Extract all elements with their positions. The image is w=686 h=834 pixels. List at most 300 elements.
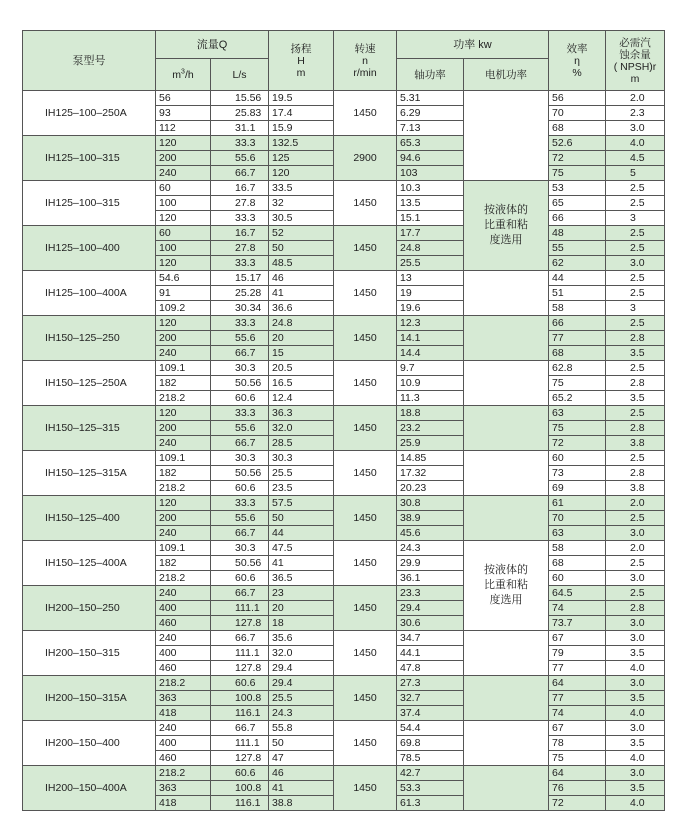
npsh-cell: 2.3	[606, 106, 665, 121]
flow-ls-cell: 60.6	[211, 571, 269, 586]
npsh-cell: 2.5	[606, 556, 665, 571]
head-cell: 38.8	[269, 796, 334, 811]
flow-m3h-cell: 56	[156, 91, 211, 106]
efficiency-cell: 73.7	[549, 616, 606, 631]
table-row	[23, 766, 665, 781]
efficiency-cell: 66	[549, 211, 606, 226]
shaft-power-cell: 5.31	[397, 91, 464, 106]
header-head: 扬程 H m	[269, 31, 334, 91]
motor-power-cell	[464, 496, 549, 541]
motor-power-note: 按液体的	[484, 204, 528, 216]
shaft-power-cell: 36.1	[397, 571, 464, 586]
npsh-cell: 3.5	[606, 691, 665, 706]
shaft-power-cell: 12.3	[397, 316, 464, 331]
head-cell: 36.6	[269, 301, 334, 316]
motor-power-cell	[464, 181, 549, 271]
npsh-cell: 3.8	[606, 481, 665, 496]
head-cell: 33.5	[269, 181, 334, 196]
flow-m3h-cell: 120	[156, 496, 211, 511]
head-cell: 52	[269, 226, 334, 241]
efficiency-cell: 44	[549, 271, 606, 286]
shaft-power-cell: 61.3	[397, 796, 464, 811]
efficiency-cell: 74	[549, 706, 606, 721]
shaft-power-cell: 30.8	[397, 496, 464, 511]
efficiency-cell: 75	[549, 421, 606, 436]
shaft-power-cell: 13.5	[397, 196, 464, 211]
pump-model-cell: IH150–125–400A	[23, 541, 156, 586]
efficiency-cell: 61	[549, 496, 606, 511]
flow-m3h-cell: 400	[156, 646, 211, 661]
head-cell: 19.5	[269, 91, 334, 106]
head-cell: 36.3	[269, 406, 334, 421]
npsh-cell: 4.0	[606, 796, 665, 811]
shaft-power-cell: 29.4	[397, 601, 464, 616]
motor-power-cell	[464, 316, 549, 361]
efficiency-cell: 76	[549, 781, 606, 796]
npsh-cell: 2.5	[606, 361, 665, 376]
flow-m3h-cell: 218.2	[156, 676, 211, 691]
table-header	[23, 31, 665, 91]
flow-m3h-cell: 240	[156, 631, 211, 646]
shaft-power-cell: 18.8	[397, 406, 464, 421]
table-row	[23, 91, 665, 106]
flow-ls-cell: 30.34	[211, 301, 269, 316]
efficiency-cell: 51	[549, 286, 606, 301]
efficiency-cell: 77	[549, 661, 606, 676]
pump-model-cell: IH150–125–315	[23, 406, 156, 451]
efficiency-cell: 56	[549, 91, 606, 106]
head-cell: 120	[269, 166, 334, 181]
npsh-cell: 3.0	[606, 526, 665, 541]
head-cell: 50	[269, 736, 334, 751]
npsh-cell: 4.0	[606, 706, 665, 721]
flow-m3h-cell: 60	[156, 226, 211, 241]
npsh-cell: 4.0	[606, 751, 665, 766]
efficiency-cell: 67	[549, 721, 606, 736]
head-cell: 50	[269, 241, 334, 256]
table-body	[23, 91, 665, 811]
efficiency-cell: 73	[549, 466, 606, 481]
efficiency-cell: 64	[549, 766, 606, 781]
npsh-cell: 2.5	[606, 586, 665, 601]
npsh-cell: 2.8	[606, 376, 665, 391]
flow-m3h-cell: 460	[156, 751, 211, 766]
head-cell: 32	[269, 196, 334, 211]
flow-ls-cell: 116.1	[211, 796, 269, 811]
efficiency-cell: 63	[549, 526, 606, 541]
table-row	[23, 136, 665, 151]
flow-ls-cell: 60.6	[211, 676, 269, 691]
shaft-power-cell: 103	[397, 166, 464, 181]
motor-power-note: 度选用	[489, 594, 523, 606]
head-cell: 57.5	[269, 496, 334, 511]
efficiency-cell: 72	[549, 436, 606, 451]
flow-m3h-cell: 109.2	[156, 301, 211, 316]
flow-m3h-cell: 112	[156, 121, 211, 136]
npsh-cell: 4.0	[606, 136, 665, 151]
head-cell: 46	[269, 271, 334, 286]
head-cell: 48.5	[269, 256, 334, 271]
npsh-cell: 2.5	[606, 241, 665, 256]
motor-power-note: 度选用	[489, 234, 523, 246]
flow-m3h-cell: 363	[156, 691, 211, 706]
flow-m3h-cell: 418	[156, 706, 211, 721]
shaft-power-cell: 24.8	[397, 241, 464, 256]
motor-power-cell	[464, 541, 549, 631]
efficiency-cell: 60	[549, 451, 606, 466]
speed-cell: 1450	[334, 406, 397, 451]
flow-ls-cell: 55.6	[211, 421, 269, 436]
speed-cell: 1450	[334, 541, 397, 586]
flow-ls-cell: 15.56	[211, 91, 269, 106]
table-row	[23, 496, 665, 511]
efficiency-cell: 52.6	[549, 136, 606, 151]
head-cell: 15.9	[269, 121, 334, 136]
shaft-power-cell: 25.9	[397, 436, 464, 451]
shaft-power-cell: 27.3	[397, 676, 464, 691]
flow-ls-cell: 33.3	[211, 406, 269, 421]
head-cell: 24.3	[269, 706, 334, 721]
shaft-power-cell: 44.1	[397, 646, 464, 661]
efficiency-cell: 72	[549, 796, 606, 811]
table-row	[23, 406, 665, 421]
pump-model-cell: IH200–150–250	[23, 586, 156, 631]
shaft-power-cell: 13	[397, 271, 464, 286]
efficiency-cell: 60	[549, 571, 606, 586]
flow-m3h-cell: 200	[156, 511, 211, 526]
npsh-cell: 3.5	[606, 781, 665, 796]
shaft-power-cell: 17.32	[397, 466, 464, 481]
flow-ls-cell: 31.1	[211, 121, 269, 136]
shaft-power-cell: 69.8	[397, 736, 464, 751]
shaft-power-cell: 54.4	[397, 721, 464, 736]
speed-cell: 1450	[334, 676, 397, 721]
efficiency-cell: 69	[549, 481, 606, 496]
motor-power-note: 按液体的	[484, 564, 528, 576]
flow-ls-cell: 127.8	[211, 616, 269, 631]
flow-ls-cell: 66.7	[211, 526, 269, 541]
head-cell: 41	[269, 556, 334, 571]
flow-ls-cell: 25.83	[211, 106, 269, 121]
flow-m3h-cell: 182	[156, 376, 211, 391]
flow-m3h-cell: 218.2	[156, 766, 211, 781]
flow-m3h-cell: 218.2	[156, 391, 211, 406]
npsh-cell: 3.0	[606, 766, 665, 781]
speed-cell: 1450	[334, 271, 397, 316]
shaft-power-cell: 42.7	[397, 766, 464, 781]
table-row	[23, 586, 665, 601]
flow-ls-cell: 66.7	[211, 166, 269, 181]
efficiency-cell: 79	[549, 646, 606, 661]
shaft-power-cell: 15.1	[397, 211, 464, 226]
flow-m3h-cell: 240	[156, 436, 211, 451]
shaft-power-cell: 78.5	[397, 751, 464, 766]
flow-m3h-cell: 400	[156, 601, 211, 616]
flow-m3h-cell: 120	[156, 256, 211, 271]
efficiency-cell: 62.8	[549, 361, 606, 376]
efficiency-cell: 66	[549, 316, 606, 331]
flow-m3h-cell: 100	[156, 196, 211, 211]
head-cell: 20.5	[269, 361, 334, 376]
efficiency-cell: 65.2	[549, 391, 606, 406]
flow-ls-cell: 33.3	[211, 211, 269, 226]
head-cell: 12.4	[269, 391, 334, 406]
pump-model-cell: IH125–100–400A	[23, 271, 156, 316]
flow-m3h-cell: 91	[156, 286, 211, 301]
flow-ls-cell: 33.3	[211, 316, 269, 331]
efficiency-cell: 74	[549, 601, 606, 616]
table-row	[23, 181, 665, 196]
shaft-power-cell: 53.3	[397, 781, 464, 796]
npsh-cell: 2.5	[606, 511, 665, 526]
flow-ls-cell: 66.7	[211, 721, 269, 736]
npsh-cell: 3	[606, 211, 665, 226]
flow-m3h-cell: 109.1	[156, 541, 211, 556]
flow-ls-cell: 127.8	[211, 661, 269, 676]
table-row	[23, 316, 665, 331]
npsh-cell: 3.0	[606, 631, 665, 646]
head-cell: 29.4	[269, 661, 334, 676]
flow-ls-cell: 30.3	[211, 451, 269, 466]
efficiency-cell: 64.5	[549, 586, 606, 601]
flow-ls-cell: 66.7	[211, 631, 269, 646]
speed-cell: 1450	[334, 766, 397, 811]
efficiency-cell: 48	[549, 226, 606, 241]
flow-ls-cell: 50.56	[211, 376, 269, 391]
shaft-power-cell: 45.6	[397, 526, 464, 541]
shaft-power-cell: 30.6	[397, 616, 464, 631]
speed-cell: 1450	[334, 316, 397, 361]
head-cell: 125	[269, 151, 334, 166]
flow-m3h-cell: 120	[156, 211, 211, 226]
speed-cell: 1450	[334, 721, 397, 766]
header-shaft-power: 轴功率	[397, 59, 464, 91]
motor-power-cell	[464, 676, 549, 721]
head-cell: 55.8	[269, 721, 334, 736]
motor-power-cell	[464, 766, 549, 811]
efficiency-cell: 63	[549, 406, 606, 421]
speed-cell: 1450	[334, 586, 397, 631]
shaft-power-cell: 6.29	[397, 106, 464, 121]
motor-power-cell	[464, 451, 549, 496]
npsh-cell: 2.0	[606, 91, 665, 106]
flow-m3h-cell: 54.6	[156, 271, 211, 286]
efficiency-cell: 75	[549, 376, 606, 391]
efficiency-cell: 58	[549, 541, 606, 556]
npsh-cell: 3.0	[606, 256, 665, 271]
pump-spec-sheet	[22, 30, 664, 811]
pump-model-cell: IH150–125–400	[23, 496, 156, 541]
efficiency-cell: 67	[549, 631, 606, 646]
flow-m3h-cell: 218.2	[156, 481, 211, 496]
head-cell: 41	[269, 286, 334, 301]
flow-ls-cell: 55.6	[211, 511, 269, 526]
flow-m3h-cell: 418	[156, 796, 211, 811]
npsh-cell: 4.5	[606, 151, 665, 166]
flow-m3h-cell: 460	[156, 616, 211, 631]
flow-m3h-cell: 400	[156, 736, 211, 751]
head-cell: 41	[269, 781, 334, 796]
pump-model-cell: IH125–100–400	[23, 226, 156, 271]
pump-model-cell: IH150–125–250	[23, 316, 156, 361]
speed-cell: 1450	[334, 631, 397, 676]
flow-ls-cell: 27.8	[211, 241, 269, 256]
efficiency-cell: 77	[549, 331, 606, 346]
npsh-cell: 3.5	[606, 346, 665, 361]
shaft-power-cell: 65.3	[397, 136, 464, 151]
head-cell: 17.4	[269, 106, 334, 121]
flow-m3h-cell: 240	[156, 166, 211, 181]
head-cell: 132.5	[269, 136, 334, 151]
npsh-cell: 2.5	[606, 316, 665, 331]
flow-m3h-cell: 240	[156, 346, 211, 361]
shaft-power-cell: 10.9	[397, 376, 464, 391]
npsh-cell: 3.8	[606, 436, 665, 451]
flow-ls-cell: 50.56	[211, 466, 269, 481]
flow-ls-cell: 100.8	[211, 691, 269, 706]
shaft-power-cell: 38.9	[397, 511, 464, 526]
efficiency-cell: 77	[549, 691, 606, 706]
shaft-power-cell: 23.3	[397, 586, 464, 601]
npsh-cell: 2.8	[606, 601, 665, 616]
motor-power-cell	[464, 721, 549, 766]
flow-ls-cell: 55.6	[211, 151, 269, 166]
npsh-cell: 2.8	[606, 331, 665, 346]
flow-m3h-cell: 218.2	[156, 571, 211, 586]
head-cell: 25.5	[269, 691, 334, 706]
flow-m3h-cell: 200	[156, 331, 211, 346]
npsh-cell: 3.5	[606, 391, 665, 406]
npsh-cell: 3.5	[606, 736, 665, 751]
npsh-cell: 3.0	[606, 616, 665, 631]
shaft-power-cell: 19.6	[397, 301, 464, 316]
table-row	[23, 226, 665, 241]
npsh-cell: 2.5	[606, 286, 665, 301]
table-row	[23, 541, 665, 556]
pump-model-cell: IH200–150–400A	[23, 766, 156, 811]
head-cell: 15	[269, 346, 334, 361]
flow-m3h-cell: 120	[156, 136, 211, 151]
flow-m3h-cell: 120	[156, 316, 211, 331]
npsh-cell: 2.8	[606, 421, 665, 436]
table-row	[23, 631, 665, 646]
shaft-power-cell: 47.8	[397, 661, 464, 676]
flow-ls-cell: 33.3	[211, 496, 269, 511]
shaft-power-cell: 34.7	[397, 631, 464, 646]
flow-ls-cell: 111.1	[211, 736, 269, 751]
npsh-cell: 3.0	[606, 721, 665, 736]
flow-ls-cell: 127.8	[211, 751, 269, 766]
flow-ls-cell: 55.6	[211, 331, 269, 346]
speed-cell: 2900	[334, 136, 397, 181]
shaft-power-cell: 32.7	[397, 691, 464, 706]
shaft-power-cell: 11.3	[397, 391, 464, 406]
head-cell: 32.0	[269, 646, 334, 661]
flow-m3h-cell: 182	[156, 556, 211, 571]
flow-ls-cell: 30.3	[211, 541, 269, 556]
head-cell: 18	[269, 616, 334, 631]
pump-model-cell: IH125–100–315	[23, 181, 156, 226]
efficiency-cell: 78	[549, 736, 606, 751]
shaft-power-cell: 94.6	[397, 151, 464, 166]
shaft-power-cell: 29.9	[397, 556, 464, 571]
flow-m3h-cell: 240	[156, 526, 211, 541]
efficiency-cell: 70	[549, 511, 606, 526]
flow-ls-cell: 111.1	[211, 601, 269, 616]
npsh-cell: 4.0	[606, 661, 665, 676]
pump-model-cell: IH200–150–400	[23, 721, 156, 766]
head-cell: 36.5	[269, 571, 334, 586]
speed-cell: 1450	[334, 226, 397, 271]
motor-power-cell	[464, 406, 549, 451]
flow-ls-cell: 60.6	[211, 481, 269, 496]
flow-ls-cell: 100.8	[211, 781, 269, 796]
motor-power-note: 比重和粘	[484, 219, 528, 231]
efficiency-cell: 62	[549, 256, 606, 271]
efficiency-cell: 68	[549, 556, 606, 571]
header-flow-m3h: $m^3/h$	[156, 59, 211, 91]
flow-m3h-cell: 109.1	[156, 451, 211, 466]
flow-ls-cell: 50.56	[211, 556, 269, 571]
flow-m3h-cell: 200	[156, 151, 211, 166]
head-cell: 23.5	[269, 481, 334, 496]
header-motor-power: 电机功率	[464, 59, 549, 91]
flow-ls-cell: 16.7	[211, 181, 269, 196]
flow-m3h-cell: 240	[156, 721, 211, 736]
pump-model-cell: IH200–150–315A	[23, 676, 156, 721]
head-cell: 50	[269, 511, 334, 526]
pump-model-cell: IH200–150–315	[23, 631, 156, 676]
efficiency-cell: 75	[549, 166, 606, 181]
flow-ls-cell: 116.1	[211, 706, 269, 721]
table-row	[23, 676, 665, 691]
efficiency-cell: 72	[549, 151, 606, 166]
flow-m3h-cell: 460	[156, 661, 211, 676]
npsh-cell: 2.5	[606, 196, 665, 211]
head-cell: 23	[269, 586, 334, 601]
head-cell: 32.0	[269, 421, 334, 436]
header-power: 功率 kw	[397, 31, 549, 59]
flow-ls-cell: 66.7	[211, 346, 269, 361]
head-cell: 20	[269, 601, 334, 616]
flow-m3h-cell: 60	[156, 181, 211, 196]
head-cell: 28.5	[269, 436, 334, 451]
table-row	[23, 361, 665, 376]
header-efficiency: 效率 η %	[549, 31, 606, 91]
npsh-cell: 2.5	[606, 226, 665, 241]
npsh-cell: 2.0	[606, 496, 665, 511]
motor-power-cell	[464, 361, 549, 406]
speed-cell: 1450	[334, 361, 397, 406]
flow-ls-cell: 27.8	[211, 196, 269, 211]
speed-cell: 1450	[334, 91, 397, 136]
flow-m3h-cell: 182	[156, 466, 211, 481]
speed-cell: 1450	[334, 451, 397, 496]
flow-ls-cell: 33.3	[211, 136, 269, 151]
npsh-cell: 2.5	[606, 451, 665, 466]
flow-ls-cell: 16.7	[211, 226, 269, 241]
shaft-power-cell: 37.4	[397, 706, 464, 721]
shaft-power-cell: 19	[397, 286, 464, 301]
shaft-power-cell: 17.7	[397, 226, 464, 241]
motor-power-cell	[464, 91, 549, 181]
efficiency-cell: 68	[549, 121, 606, 136]
flow-ls-cell: 25.28	[211, 286, 269, 301]
efficiency-cell: 70	[549, 106, 606, 121]
flow-ls-cell: 30.3	[211, 361, 269, 376]
npsh-cell: 3.0	[606, 571, 665, 586]
npsh-cell: 2.5	[606, 271, 665, 286]
